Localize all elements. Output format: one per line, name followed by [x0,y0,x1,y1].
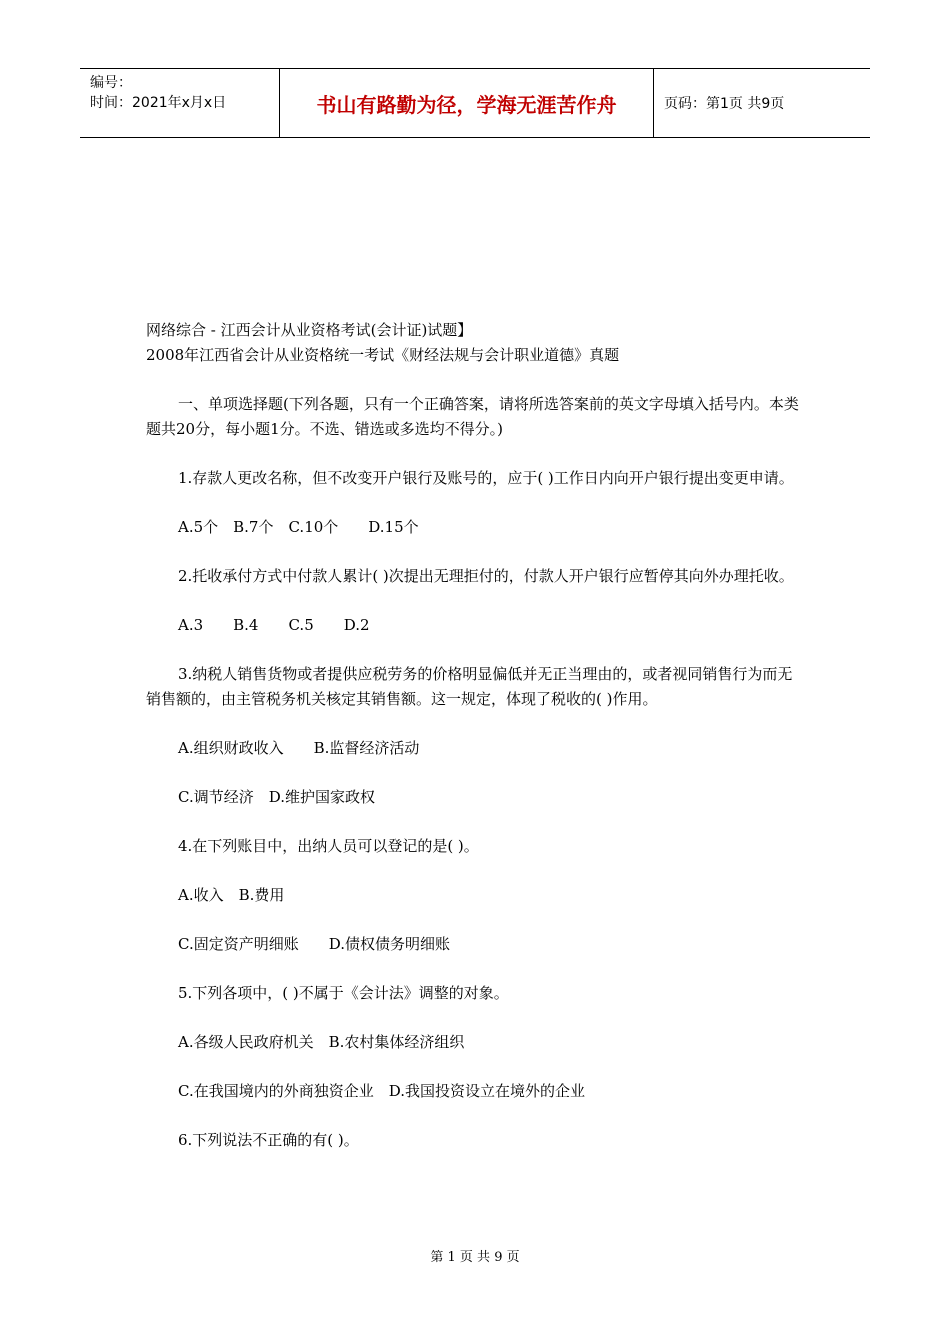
time-label: 时间：2021年x月x日 [90,95,227,111]
question-4: 4.在下列账目中，出纳人员可以登记的是( )。 [178,837,479,855]
question-4-options-a: A.收入 B.费用 [178,886,285,904]
question-5: 5.下列各项中，( )不属于《会计法》调整的对象。 [178,984,509,1002]
question-2-options: A.3 B.4 C.5 D.2 [178,616,370,634]
number-label: 编号： [90,75,132,91]
question-5-options-b: C.在我国境内的外商独资企业 D.我国投资设立在境外的企业 [178,1082,585,1100]
question-1: 1.存款人更改名称，但不改变开户银行及账号的，应于( )工作日内向开户银行提出变更申请。 [178,469,794,487]
question-3: 3.纳税人销售货物或者提供应税劳务的价格明显偏低并无正当理由的，或者视同销售行为而无销售额的，由主管税务机关核定其销售额。这一规定，体现了税收的( )作用。 [146,665,793,708]
page-footer: 第 1 页 共 9 页 [430,1250,520,1265]
question-3-options-a: A.组织财政收入 B.监督经济活动 [178,739,420,757]
question-2: 2.托收承付方式中付款人累计( )次提出无理拒付的，付款人开户银行应暂停其向外办理托收。 [178,567,794,585]
question-1-options: A.5个 B.7个 C.10个 D.15个 [178,518,419,536]
header-meta [80,69,280,137]
document-body [146,318,806,1153]
header-motto: 书山有路勤为径，学海无涯苦作舟 [280,69,654,137]
source-line: 网络综合 - 江西会计从业资格考试(会计证)试题】 [146,321,473,339]
question-6: 6.下列说法不正确的有( )。 [178,1131,359,1149]
section-intro: 一、单项选择题(下列各题，只有一个正确答案，请将所选答案前的英文字母填入括号内。本类题共20分，每小题1分。不选、错选或多选均不得分。) [146,395,799,438]
page-header [80,68,870,138]
document-title: 2008年江西省会计从业资格统一考试《财经法规与会计职业道德》真题 [146,346,620,364]
question-4-options-b: C.固定资产明细账 D.债权债务明细账 [178,935,450,953]
header-page-code: 页码：第1页 共9页 [664,96,785,112]
question-5-options-a: A.各级人民政府机关 B.农村集体经济组织 [178,1033,465,1051]
question-3-options-b: C.调节经济 D.维护国家政权 [178,788,375,806]
